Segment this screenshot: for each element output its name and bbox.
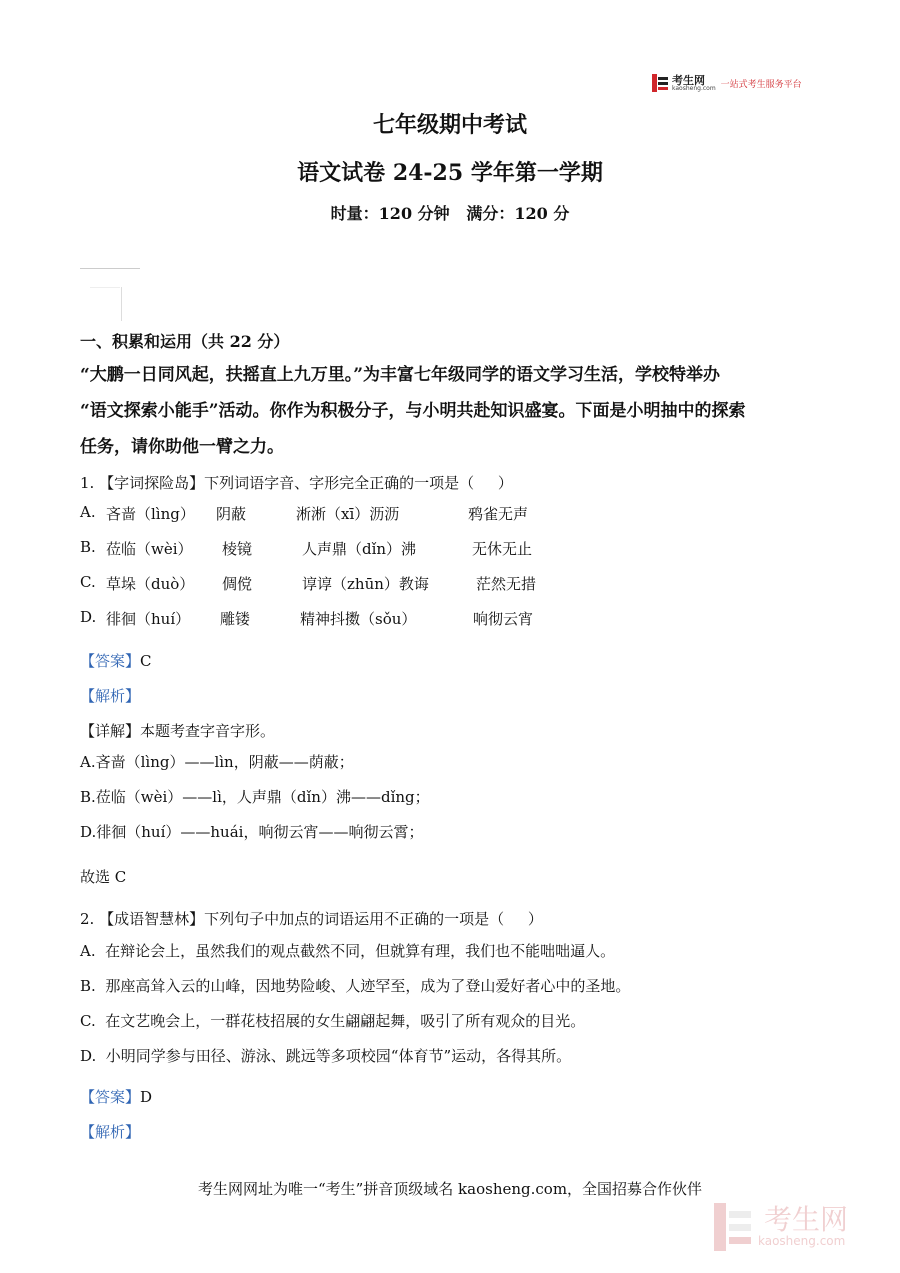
- section-intro-line: 任务，请你助他一臂之力。: [80, 437, 284, 457]
- watermark-domain: kaosheng.com: [758, 1234, 846, 1248]
- detail-line: [80, 720, 275, 741]
- analysis-label: 【解析】: [80, 1123, 141, 1141]
- detail-item: B.莅临（wèi）——lì，人声鼎（dǐn）沸——dǐng；: [80, 788, 430, 806]
- exam-subtitle: 语文试卷 24-25 学年第一学期: [297, 160, 603, 186]
- option-word: 吝啬（lìng）: [106, 505, 195, 523]
- divider: [90, 287, 120, 288]
- divider: [121, 287, 122, 321]
- question-stem: 2. 【成语智慧林】下列句子中加点的词语运用不正确的一项是（ ）: [80, 910, 543, 928]
- conclusion: 故选 C: [80, 868, 127, 886]
- option-word: 雕镂: [220, 610, 251, 628]
- section-heading: 一、积累和运用（共 22 分）: [80, 332, 290, 351]
- analysis-label: 【解析】: [80, 687, 141, 705]
- section-intro-line: “语文探索小能手”活动。你作为积极分子，与小明共赴知识盛宴。下面是小明抽中的探索: [80, 401, 746, 421]
- option-word: 莅临（wèi）: [106, 540, 193, 558]
- divider: [80, 268, 140, 269]
- question-stem: 1. 【字词探险岛】下列词语字音、字形完全正确的一项是（ ）: [80, 474, 513, 492]
- option-letter: B.: [80, 538, 96, 556]
- option-word: 阴蔽: [216, 505, 247, 523]
- exam-title: 七年级期中考试: [372, 112, 527, 138]
- option-letter: C.: [80, 573, 96, 591]
- answer-value: C: [140, 652, 152, 670]
- option-letter: D.: [80, 608, 97, 626]
- detail-text: 本题考查字音字形。: [140, 722, 276, 740]
- option-line: A. 在辩论会上，虽然我们的观点截然不同，但就算有理，我们也不能咄咄逼人。: [80, 942, 616, 960]
- option-line: D. 小明同学参与田径、游泳、跳远等多项校园“体育节”运动，各得其所。: [80, 1047, 572, 1065]
- option-row: [80, 573, 780, 595]
- answer-label: 【答案】: [80, 652, 141, 670]
- option-letter: A.: [80, 503, 96, 521]
- watermark: [714, 1203, 848, 1251]
- option-word: 鸦雀无声: [468, 505, 529, 523]
- option-row: [80, 538, 780, 560]
- option-word: 茫然无措: [476, 575, 537, 593]
- option-line: B. 那座高耸入云的山峰，因地势险峻、人迹罕至，成为了登山爱好者心中的圣地。: [80, 977, 631, 995]
- answer-line: [80, 650, 152, 671]
- exam-meta: 时量：120 分钟 满分：120 分: [330, 204, 570, 223]
- brand-name: 考生网: [672, 73, 705, 87]
- watermark-text: 考生网: [764, 1203, 849, 1236]
- option-word: 草垛（duò）: [106, 575, 195, 593]
- option-word: 响彻云宵: [473, 610, 534, 628]
- option-row: [80, 608, 780, 630]
- brand-domain: kaosheng.com: [672, 84, 716, 92]
- option-line: C. 在文艺晚会上，一群花枝招展的女生翩翩起舞，吸引了所有观众的目光。: [80, 1012, 586, 1030]
- page-footer: 考生网网址为唯一“考生”拼音顶级域名 kaosheng.com，全国招募合作伙伴: [197, 1180, 703, 1198]
- answer-value: D: [140, 1088, 153, 1106]
- detail-item: A.吝啬（lìng）——lìn，阴蔽——荫蔽；: [80, 753, 354, 771]
- option-word: 精神抖擞（sǒu）: [300, 610, 417, 628]
- option-word: 棱镜: [222, 540, 253, 558]
- kaosheng-logo-icon: [652, 74, 670, 92]
- detail-label: 【详解】: [80, 722, 141, 740]
- option-word: 人声鼎（dǐn）沸: [302, 540, 417, 558]
- option-word: 倜傥: [222, 575, 253, 593]
- brand-header: [652, 72, 802, 94]
- option-row: [80, 503, 780, 525]
- option-word: 无休无止: [472, 540, 533, 558]
- answer-line: [80, 1086, 152, 1107]
- option-word: 徘徊（huí）: [106, 610, 191, 628]
- watermark-logo-icon: [714, 1203, 754, 1251]
- option-word: 淅淅（xī）沥沥: [296, 505, 400, 523]
- section-intro-line: “大鹏一日同风起，扶摇直上九万里。”为丰富七年级同学的语文学习生活，学校特举办: [80, 365, 721, 385]
- detail-item: D.徘徊（huí）——huái，响彻云宵——响彻云霄；: [80, 823, 424, 841]
- option-word: 谆谆（zhūn）教诲: [302, 575, 429, 593]
- brand-tagline: 一站式考生服务平台: [720, 79, 802, 90]
- answer-label: 【答案】: [80, 1088, 141, 1106]
